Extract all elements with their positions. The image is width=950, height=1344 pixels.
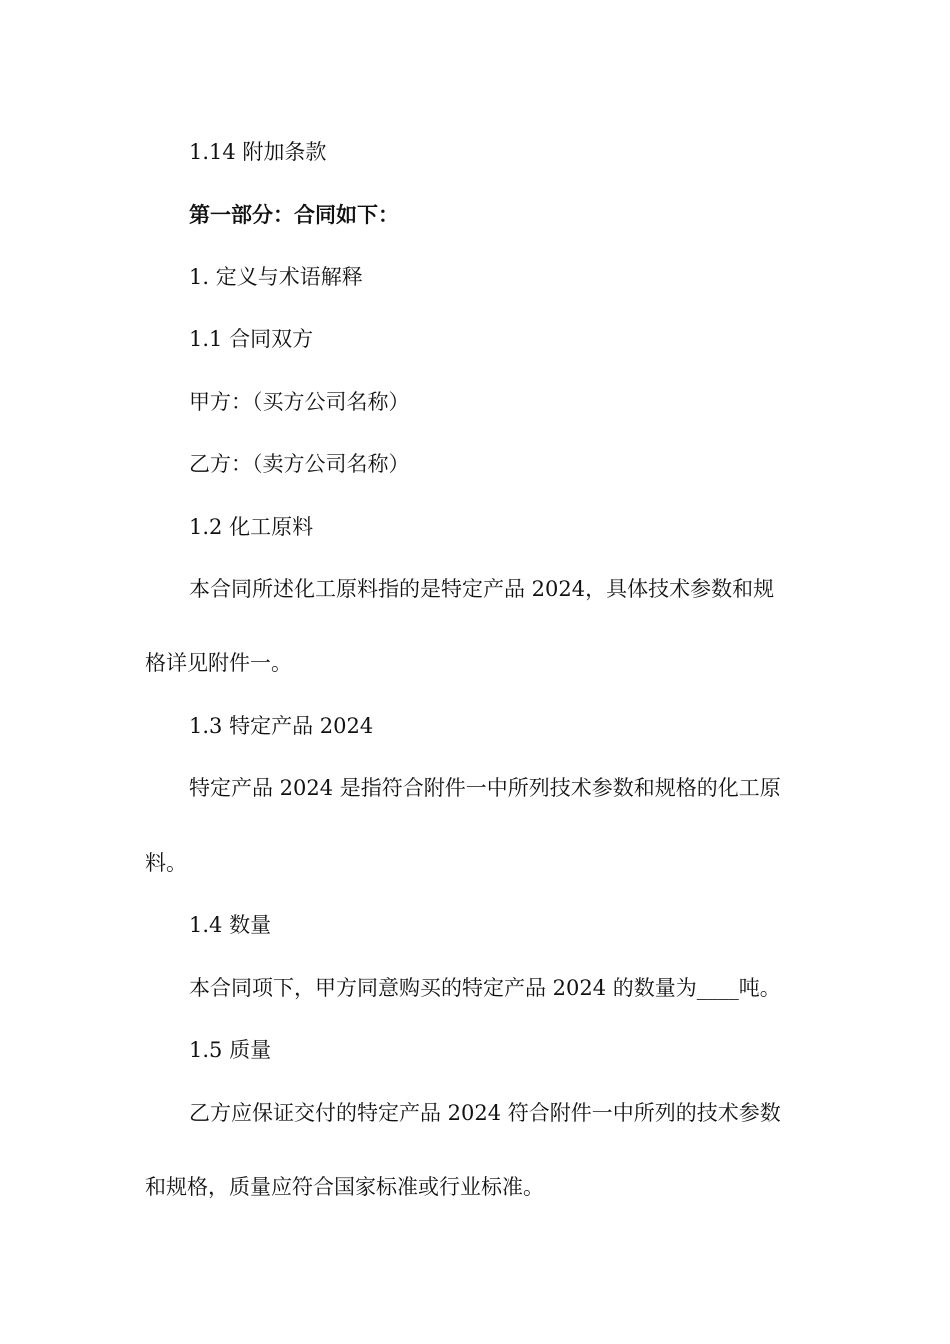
- clause-1-3-heading: 1.3 特定产品 2024: [189, 714, 374, 738]
- party-a-line: 甲方：（买方公司名称）: [189, 390, 410, 414]
- clause-1-2-paragraph-line-1: 本合同所述化工原料指的是特定产品 2024，具体技术参数和规: [189, 577, 775, 601]
- clause-1-5-paragraph-line-2: 和规格，质量应符合国家标准或行业标准。: [145, 1175, 544, 1199]
- clause-1-1-heading: 1.1 合同双方: [189, 327, 314, 351]
- clause-1-14-heading: 1.14 附加条款: [189, 140, 327, 164]
- clause-1-2-heading: 1.2 化工原料: [189, 515, 314, 539]
- clause-1-3-paragraph-line-2: 料。: [145, 851, 187, 875]
- section-1-heading: 1. 定义与术语解释: [189, 265, 363, 289]
- clause-1-5-heading: 1.5 质量: [189, 1038, 272, 1062]
- clause-1-4-paragraph: 本合同项下，甲方同意购买的特定产品 2024 的数量为____吨。: [189, 976, 781, 1000]
- part-one-heading: 第一部分：合同如下：: [189, 203, 399, 227]
- clause-1-4-heading: 1.4 数量: [189, 913, 272, 937]
- clause-1-3-paragraph-line-1: 特定产品 2024 是指符合附件一中所列技术参数和规格的化工原: [189, 776, 781, 800]
- clause-1-2-paragraph-line-2: 格详见附件一。: [145, 651, 292, 675]
- party-b-line: 乙方：（卖方公司名称）: [189, 452, 410, 476]
- clause-1-5-paragraph-line-1: 乙方应保证交付的特定产品 2024 符合附件一中所列的技术参数: [189, 1101, 781, 1125]
